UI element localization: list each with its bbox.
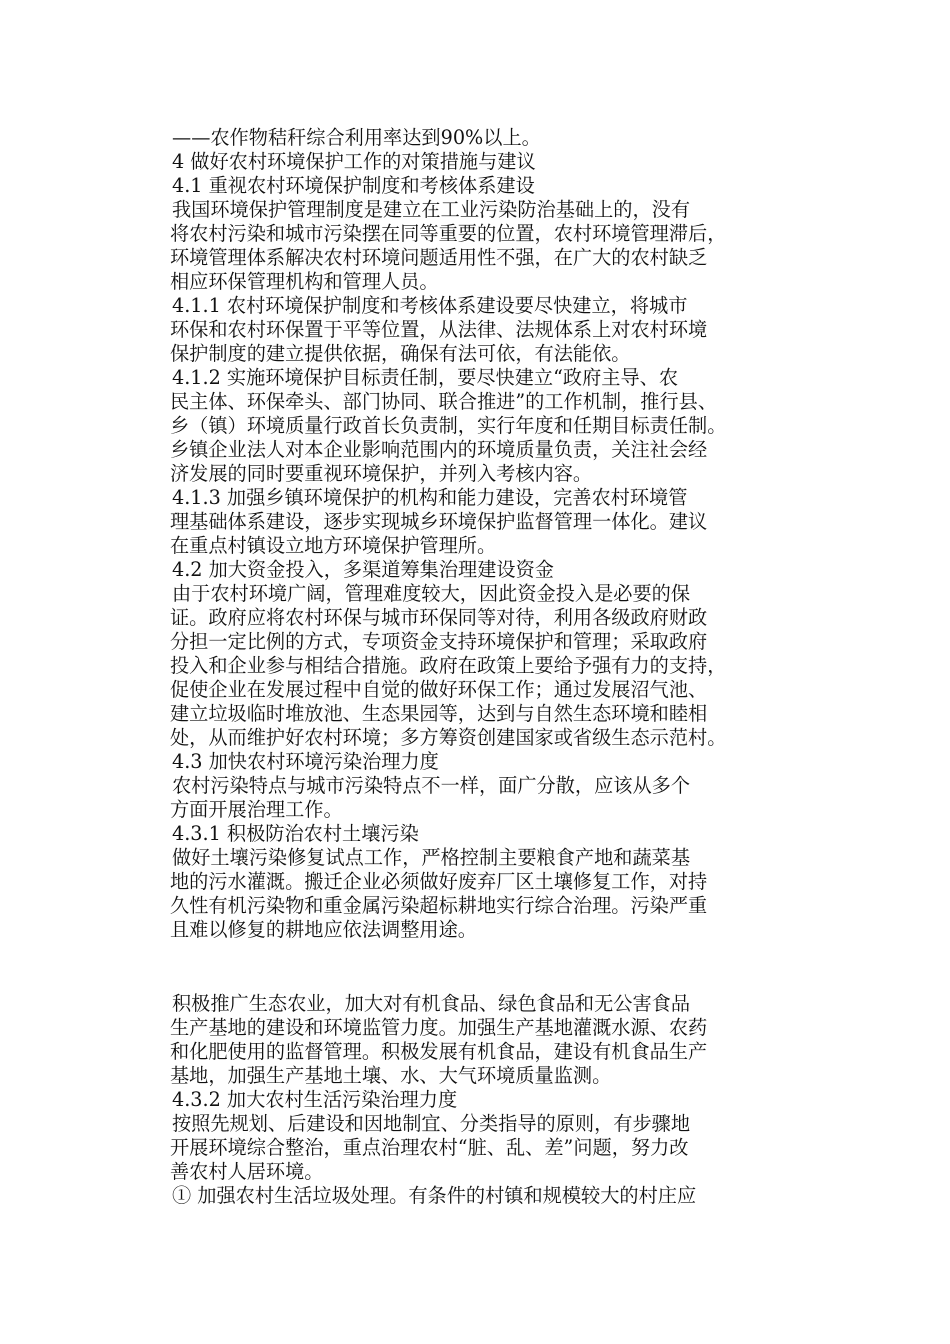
paragraph-line: 分担一定比例的方式，专项资金支持环境保护和管理；采取政府 xyxy=(170,630,708,653)
subsection-heading: 4.3.1 积极防治农村土壤污染 xyxy=(172,822,419,845)
paragraph-line: 基地，加强生产基地土壤、水、大气环境质量监测。 xyxy=(170,1064,612,1087)
paragraph-line: 在重点村镇设立地方环境保护管理所。 xyxy=(170,534,497,557)
paragraph-line: 乡镇企业法人对本企业影响范围内的环境质量负责，关注社会经 xyxy=(170,438,708,461)
section-heading: 4 做好农村环境保护工作的对策措施与建议 xyxy=(172,150,536,173)
paragraph-line: 建立垃圾临时堆放池、生态果园等，达到与自然生态环境和睦相 xyxy=(170,702,708,725)
subsection-heading: 4.3.2 加大农村生活污染治理力度 xyxy=(172,1088,458,1111)
paragraph-line: 我国环境保护管理制度是建立在工业污染防治基础上的，没有 xyxy=(172,198,691,221)
subsection-heading: 4.2 加大资金投入，多渠道筹集治理建设资金 xyxy=(172,558,554,581)
subsection-heading: 4.1 重视农村环境保护制度和考核体系建设 xyxy=(172,174,535,197)
paragraph-line: 4.1.2 实施环境保护目标责任制，要尽快建立“政府主导、农 xyxy=(172,366,679,389)
paragraph-line: 和化肥使用的监督管理。积极发展有机食品，建设有机食品生产 xyxy=(170,1040,708,1063)
paragraph-line: 理基础体系建设，逐步实现城乡环境保护监督管理一体化。建议 xyxy=(170,510,708,533)
paragraph-line: 乡（镇）环境质量行政首长负责制，实行年度和任期目标责任制。 xyxy=(170,414,727,437)
paragraph-line: 善农村人居环境。 xyxy=(170,1160,324,1183)
paragraph-line: 4.1.3 加强乡镇环境保护的机构和能力建设，完善农村环境管 xyxy=(172,486,688,509)
paragraph-line: 将农村污染和城市污染摆在同等重要的位置，农村环境管理滞后， xyxy=(170,222,727,245)
text-line: ——农作物秸秆综合利用率达到90%以上。 xyxy=(172,126,541,149)
paragraph-line: 济发展的同时要重视环境保护，并列入考核内容。 xyxy=(170,462,593,485)
paragraph-line: 久性有机污染物和重金属污染超标耕地实行综合治理。污染严重 xyxy=(170,894,708,917)
paragraph-line: 由于农村环境广阔，管理难度较大，因此资金投入是必要的保 xyxy=(172,582,691,605)
paragraph-line: 开展环境综合整治，重点治理农村“脏、乱、差”问题，努力改 xyxy=(170,1136,689,1159)
paragraph-line: 处，从而维护好农村环境；多方筹资创建国家或省级生态示范村。 xyxy=(170,726,727,749)
paragraph-line: 方面开展治理工作。 xyxy=(170,798,343,821)
paragraph-line: 按照先规划、后建设和因地制宜、分类指导的原则，有步骤地 xyxy=(172,1112,691,1135)
subsection-heading: 4.3 加快农村环境污染治理力度 xyxy=(172,750,439,773)
paragraph-line: 环保和农村环保置于平等位置，从法律、法规体系上对农村环境 xyxy=(170,318,708,341)
paragraph-line: 做好土壤污染修复试点工作，严格控制主要粮食产地和蔬菜基 xyxy=(172,846,691,869)
paragraph-line: 且难以修复的耕地应依法调整用途。 xyxy=(170,918,477,941)
paragraph-line: 4.1.1 农村环境保护制度和考核体系建设要尽快建立，将城市 xyxy=(172,294,688,317)
paragraph-line: 生产基地的建设和环境监管力度。加强生产基地灌溉水源、农药 xyxy=(170,1016,708,1039)
paragraph-line: 民主体、环保牵头、部门协同、联合推进”的工作机制，推行县、 xyxy=(170,390,718,413)
paragraph-line: 投入和企业参与相结合措施。政府在政策上要给予强有力的支持， xyxy=(170,654,727,677)
paragraph-gap xyxy=(172,942,778,992)
paragraph-line: 地的污水灌溉。搬迁企业必须做好废弃厂区土壤修复工作，对持 xyxy=(170,870,708,893)
paragraph-line: 农村污染特点与城市污染特点不一样，面广分散，应该从多个 xyxy=(172,774,691,797)
paragraph-line: 促使企业在发展过程中自觉的做好环保工作；通过发展沼气池、 xyxy=(170,678,708,701)
document-body xyxy=(172,126,778,1208)
paragraph-line: 积极推广生态农业，加大对有机食品、绿色食品和无公害食品 xyxy=(172,992,691,1015)
paragraph-line: 证。政府应将农村环保与城市环保同等对待，利用各级政府财政 xyxy=(170,606,708,629)
paragraph-line: 保护制度的建立提供依据，确保有法可依，有法能依。 xyxy=(170,342,631,365)
paragraph-line: 环境管理体系解决农村环境问题适用性不强，在广大的农村缺乏 xyxy=(170,246,708,269)
list-item: ① 加强农村生活垃圾处理。有条件的村镇和规模较大的村庄应 xyxy=(172,1184,697,1207)
paragraph-line: 相应环保管理机构和管理人员。 xyxy=(170,270,439,293)
